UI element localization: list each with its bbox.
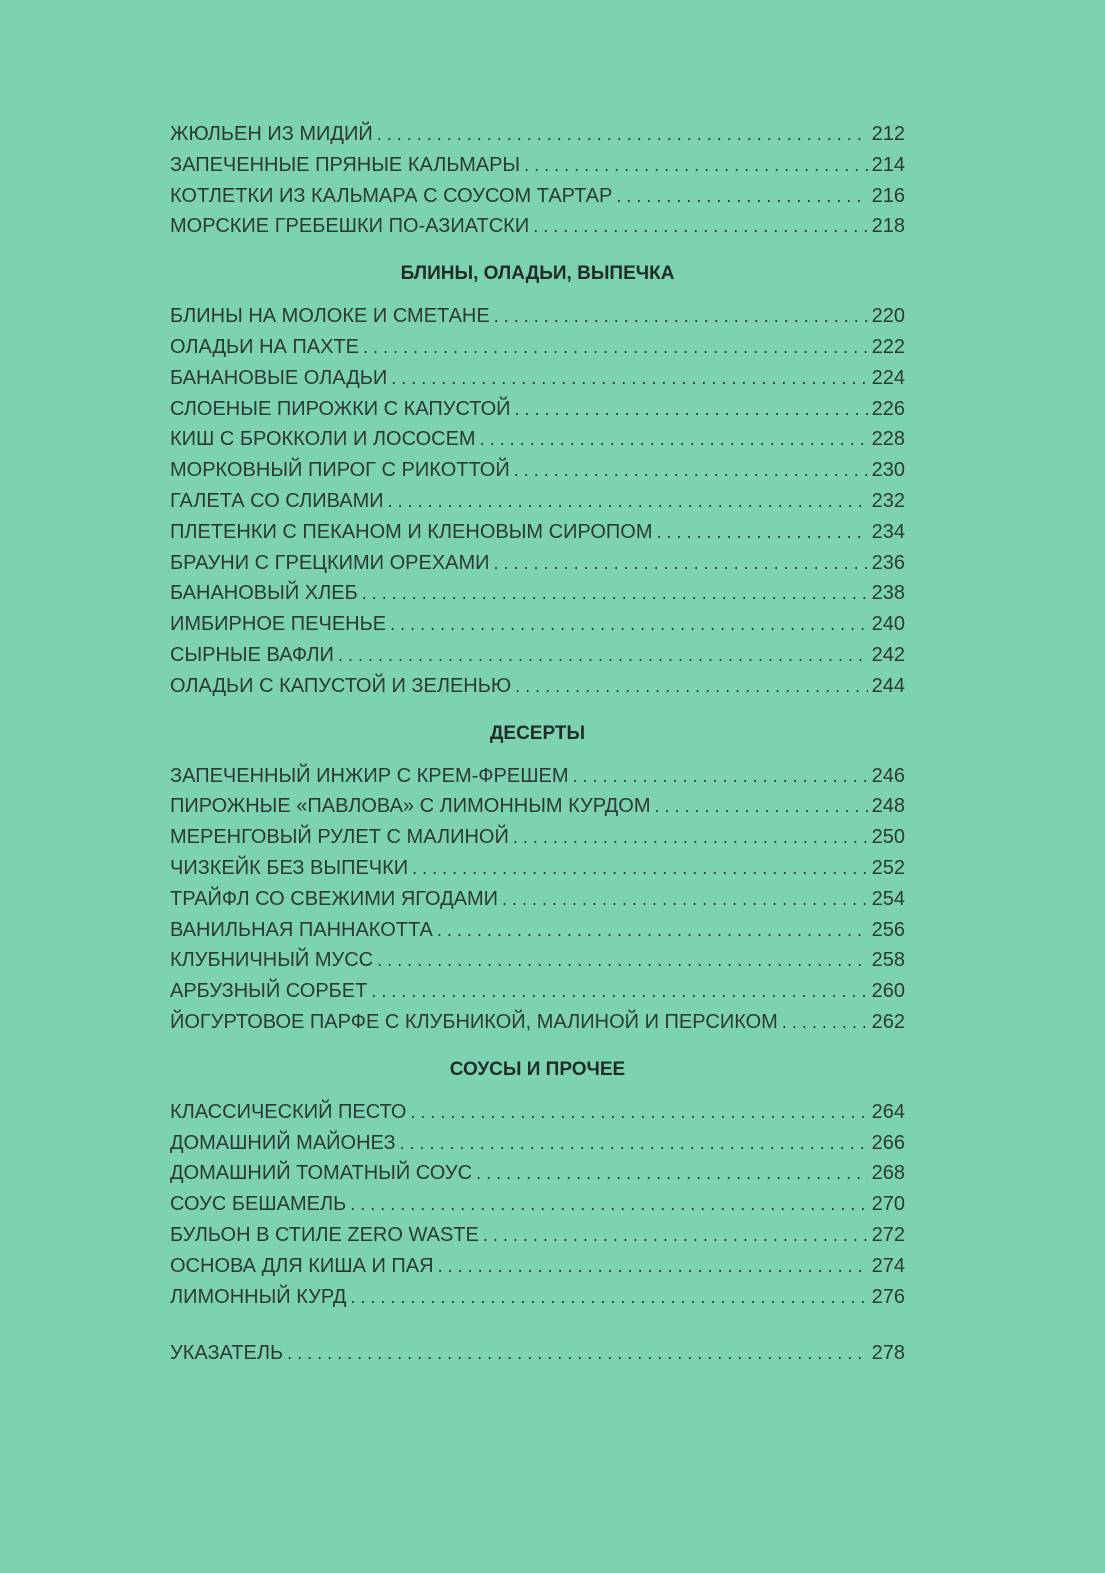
dot-leader [350, 1189, 867, 1220]
toc-entry[interactable] [170, 1251, 905, 1282]
spacer [170, 1312, 905, 1338]
dot-leader [494, 301, 868, 332]
dot-leader [391, 363, 867, 394]
toc-entry-page: 220 [871, 305, 905, 328]
toc-entry[interactable] [170, 1007, 905, 1038]
toc-entry-page: 212 [871, 123, 905, 145]
toc-entry-page: 258 [871, 949, 905, 972]
toc-entry[interactable] [170, 853, 905, 884]
toc-entry-title: ЖЮЛЬЕН ИЗ МИДИЙ [170, 123, 373, 145]
dot-leader [573, 761, 868, 792]
dot-leader [363, 332, 868, 363]
dot-leader [390, 609, 868, 640]
toc-entry-page: 214 [871, 153, 905, 176]
toc-entry-page: 272 [871, 1223, 905, 1246]
dot-leader [476, 1158, 868, 1189]
dot-leader [533, 211, 867, 242]
toc-entry-page: 252 [871, 856, 905, 879]
toc-entry-title: ВАНИЛЬНАЯ ПАННАКОТТА [170, 918, 433, 941]
toc-section-sauces [170, 1046, 905, 1313]
toc-entry-title: СЫРНЫЕ ВАФЛИ [170, 643, 334, 666]
toc-entry-page: 234 [871, 520, 905, 543]
toc-entry[interactable] [170, 119, 905, 150]
toc-entry-page: 236 [871, 551, 905, 574]
toc-entry-page: 232 [871, 489, 905, 512]
toc-entry[interactable] [170, 394, 905, 425]
toc-entry[interactable] [170, 791, 905, 822]
toc-entry[interactable] [170, 761, 905, 792]
toc-entry-page: 254 [871, 887, 905, 910]
dot-leader [515, 671, 868, 702]
dot-leader [657, 517, 868, 548]
toc-entry[interactable] [170, 455, 905, 486]
toc-entry[interactable] [170, 1189, 905, 1220]
dot-leader [437, 915, 868, 946]
toc-entry[interactable] [170, 945, 905, 976]
toc-entry-title: ЗАПЕЧЕННЫЕ ПРЯНЫЕ КАЛЬМАРЫ [170, 153, 521, 176]
dot-leader [616, 181, 867, 212]
toc-entry-page: 222 [871, 335, 905, 358]
toc-entry-page: 250 [871, 826, 905, 849]
dot-leader [515, 394, 868, 425]
section-heading: СОУСЫ И ПРОЧЕЕ [449, 1058, 626, 1080]
toc-entry-page: 240 [871, 613, 905, 636]
dot-leader [494, 548, 868, 579]
toc-entry-title: ДОМАШНИЙ ТОМАТНЫЙ СОУС [170, 1162, 473, 1185]
toc-entry-page: 228 [871, 428, 905, 451]
toc-entry-title: ТРАЙФЛ СО СВЕЖИМИ ЯГОДАМИ [170, 887, 499, 910]
dot-leader [377, 119, 868, 150]
toc-entry-title: ГАЛЕТА СО СЛИВАМИ [170, 489, 384, 512]
dot-leader [483, 1220, 868, 1251]
toc-entry-title: БРАУНИ С ГРЕЦКИМИ ОРЕХАМИ [170, 551, 490, 574]
dot-leader [438, 1251, 868, 1282]
toc-entry[interactable] [170, 301, 905, 332]
toc-entry-page: 262 [871, 1010, 905, 1033]
toc-entry-title: КОТЛЕТКИ ИЗ КАЛЬМАРА С СОУСОМ ТАРТАР [170, 184, 613, 207]
toc-entry-title: БЛИНЫ НА МОЛОКЕ И СМЕТАНЕ [170, 305, 490, 328]
toc-section-pancakes [170, 250, 905, 701]
toc-entry-title: ОЛАДЬИ С КАПУСТОЙ И ЗЕЛЕНЬЮ [170, 674, 512, 697]
toc-entry[interactable] [170, 822, 905, 853]
toc-entry-title: ЧИЗКЕЙК БЕЗ ВЫПЕЧКИ [170, 856, 409, 879]
toc-entry[interactable] [170, 1128, 905, 1159]
dot-leader [513, 822, 868, 853]
toc-entry-page: 274 [871, 1254, 905, 1277]
toc-entry-title: ОЛАДЬИ НА ПАХТЕ [170, 335, 360, 358]
toc-entry-title: ОСНОВА ДЛЯ КИША И ПАЯ [170, 1254, 434, 1277]
dot-leader [377, 945, 868, 976]
toc-entry-page: 242 [871, 643, 905, 666]
toc-entry-title: БАНАНОВЫЙ ХЛЕБ [170, 582, 358, 605]
toc-entry-page: 278 [871, 1342, 905, 1365]
toc-entry-page: 248 [871, 795, 905, 818]
toc-entry-title: БАНАНОВЫЕ ОЛАДЬИ [170, 366, 388, 389]
toc-entry-page: 238 [871, 582, 905, 605]
toc-entry-page: 218 [871, 215, 905, 238]
dot-leader [502, 884, 868, 915]
toc-entry-page: 246 [871, 764, 905, 787]
toc-entry[interactable] [170, 1282, 905, 1313]
toc-entry-page: 266 [871, 1131, 905, 1154]
toc-entry-title: ДОМАШНИЙ МАЙОНЕЗ [170, 1131, 396, 1154]
dot-leader [371, 976, 867, 1007]
dot-leader [350, 1282, 867, 1313]
toc-entry[interactable] [170, 548, 905, 579]
toc-entry-page: 224 [871, 366, 905, 389]
toc-entry[interactable] [170, 486, 905, 517]
toc-entry-page: 276 [871, 1285, 905, 1308]
toc-entry-title: ПИРОЖНЫЕ «ПАВЛОВА» С ЛИМОННЫМ КУРДОМ [170, 795, 651, 818]
toc-entry[interactable] [170, 1220, 905, 1251]
toc-entry-page: 268 [871, 1162, 905, 1185]
toc-section-continued [170, 119, 905, 242]
toc-entry-title: КИШ С БРОККОЛИ И ЛОСОСЕМ [170, 428, 476, 451]
toc-entry-title: МОРСКИЕ ГРЕБЕШКИ ПО-АЗИАТСКИ [170, 215, 530, 238]
toc-entry-page: 244 [871, 674, 905, 697]
dot-leader [410, 1097, 867, 1128]
toc-entry[interactable] [170, 976, 905, 1007]
dot-leader [362, 578, 868, 609]
toc-entry-title: ЗАПЕЧЕННЫЙ ИНЖИР С КРЕМ-ФРЕШЕМ [170, 764, 569, 787]
toc-entry-title: ПЛЕТЕНКИ С ПЕКАНОМ И КЛЕНОВЫМ СИРОПОМ [170, 520, 653, 543]
toc-entry-title: БУЛЬОН В СТИЛЕ ZERO WASTE [170, 1223, 479, 1246]
dot-leader [524, 150, 868, 181]
toc-entry[interactable] [170, 332, 905, 363]
dot-leader [654, 791, 867, 822]
section-heading: БЛИНЫ, ОЛАДЬИ, ВЫПЕЧКА [400, 263, 675, 285]
section-heading: ДЕСЕРТЫ [489, 722, 586, 744]
toc-entry[interactable] [170, 671, 905, 702]
toc-entry-title: КЛАССИЧЕСКИЙ ПЕСТО [170, 1100, 407, 1123]
toc-section-desserts [170, 710, 905, 1038]
toc-entry-title: КЛУБНИЧНЫЙ МУСС [170, 949, 374, 972]
toc-entry[interactable] [170, 517, 905, 548]
toc-entry-title: ЛИМОННЫЙ КУРД [170, 1285, 347, 1308]
toc-entry[interactable] [170, 640, 905, 671]
toc-entry-page: 226 [871, 397, 905, 420]
toc-entry-title: АРБУЗНЫЙ СОРБЕТ [170, 980, 368, 1003]
dot-leader [400, 1128, 868, 1159]
toc-entry-title: СОУС БЕШАМЕЛЬ [170, 1193, 347, 1216]
toc-entry-page: 260 [871, 980, 905, 1003]
toc-entry[interactable] [170, 150, 905, 181]
toc-entry[interactable] [170, 363, 905, 394]
toc-entry[interactable] [170, 211, 905, 242]
toc-entry-title: СЛОЕНЫЕ ПИРОЖКИ С КАПУСТОЙ [170, 397, 511, 420]
toc-entry-page: 230 [871, 459, 905, 482]
toc-entry-page: 216 [871, 184, 905, 207]
toc-entry-page: 270 [871, 1193, 905, 1216]
dot-leader [782, 1007, 868, 1038]
toc-entry-title: МОРКОВНЫЙ ПИРОГ С РИКОТТОЙ [170, 459, 510, 482]
toc-entry-page: 256 [871, 918, 905, 941]
toc-entry-title: УКАЗАТЕЛЬ [170, 1342, 284, 1365]
dot-leader [514, 455, 868, 486]
toc-entry[interactable] [170, 609, 905, 640]
toc-entry[interactable] [170, 884, 905, 915]
toc-entry[interactable] [170, 424, 905, 455]
toc-entry[interactable] [170, 1158, 905, 1189]
table-of-contents [170, 119, 905, 1369]
toc-entry-title: ИМБИРНОЕ ПЕЧЕНЬЕ [170, 613, 387, 636]
dot-leader [480, 424, 868, 455]
toc-entry[interactable] [170, 578, 905, 609]
toc-entry[interactable] [170, 181, 905, 212]
dot-leader [287, 1338, 867, 1369]
toc-entry-page: 264 [871, 1100, 905, 1123]
dot-leader [412, 853, 867, 884]
toc-entry[interactable] [170, 1097, 905, 1128]
toc-entry-title: МЕРЕНГОВЫЙ РУЛЕТ С МАЛИНОЙ [170, 826, 509, 849]
toc-entry[interactable] [170, 915, 905, 946]
dot-leader [388, 486, 868, 517]
toc-entry-index[interactable] [170, 1338, 905, 1369]
toc-entry-title: ЙОГУРТОВОЕ ПАРФЕ С КЛУБНИКОЙ, МАЛИНОЙ И ПЕРСИКОМ [170, 1010, 778, 1033]
dot-leader [338, 640, 868, 671]
